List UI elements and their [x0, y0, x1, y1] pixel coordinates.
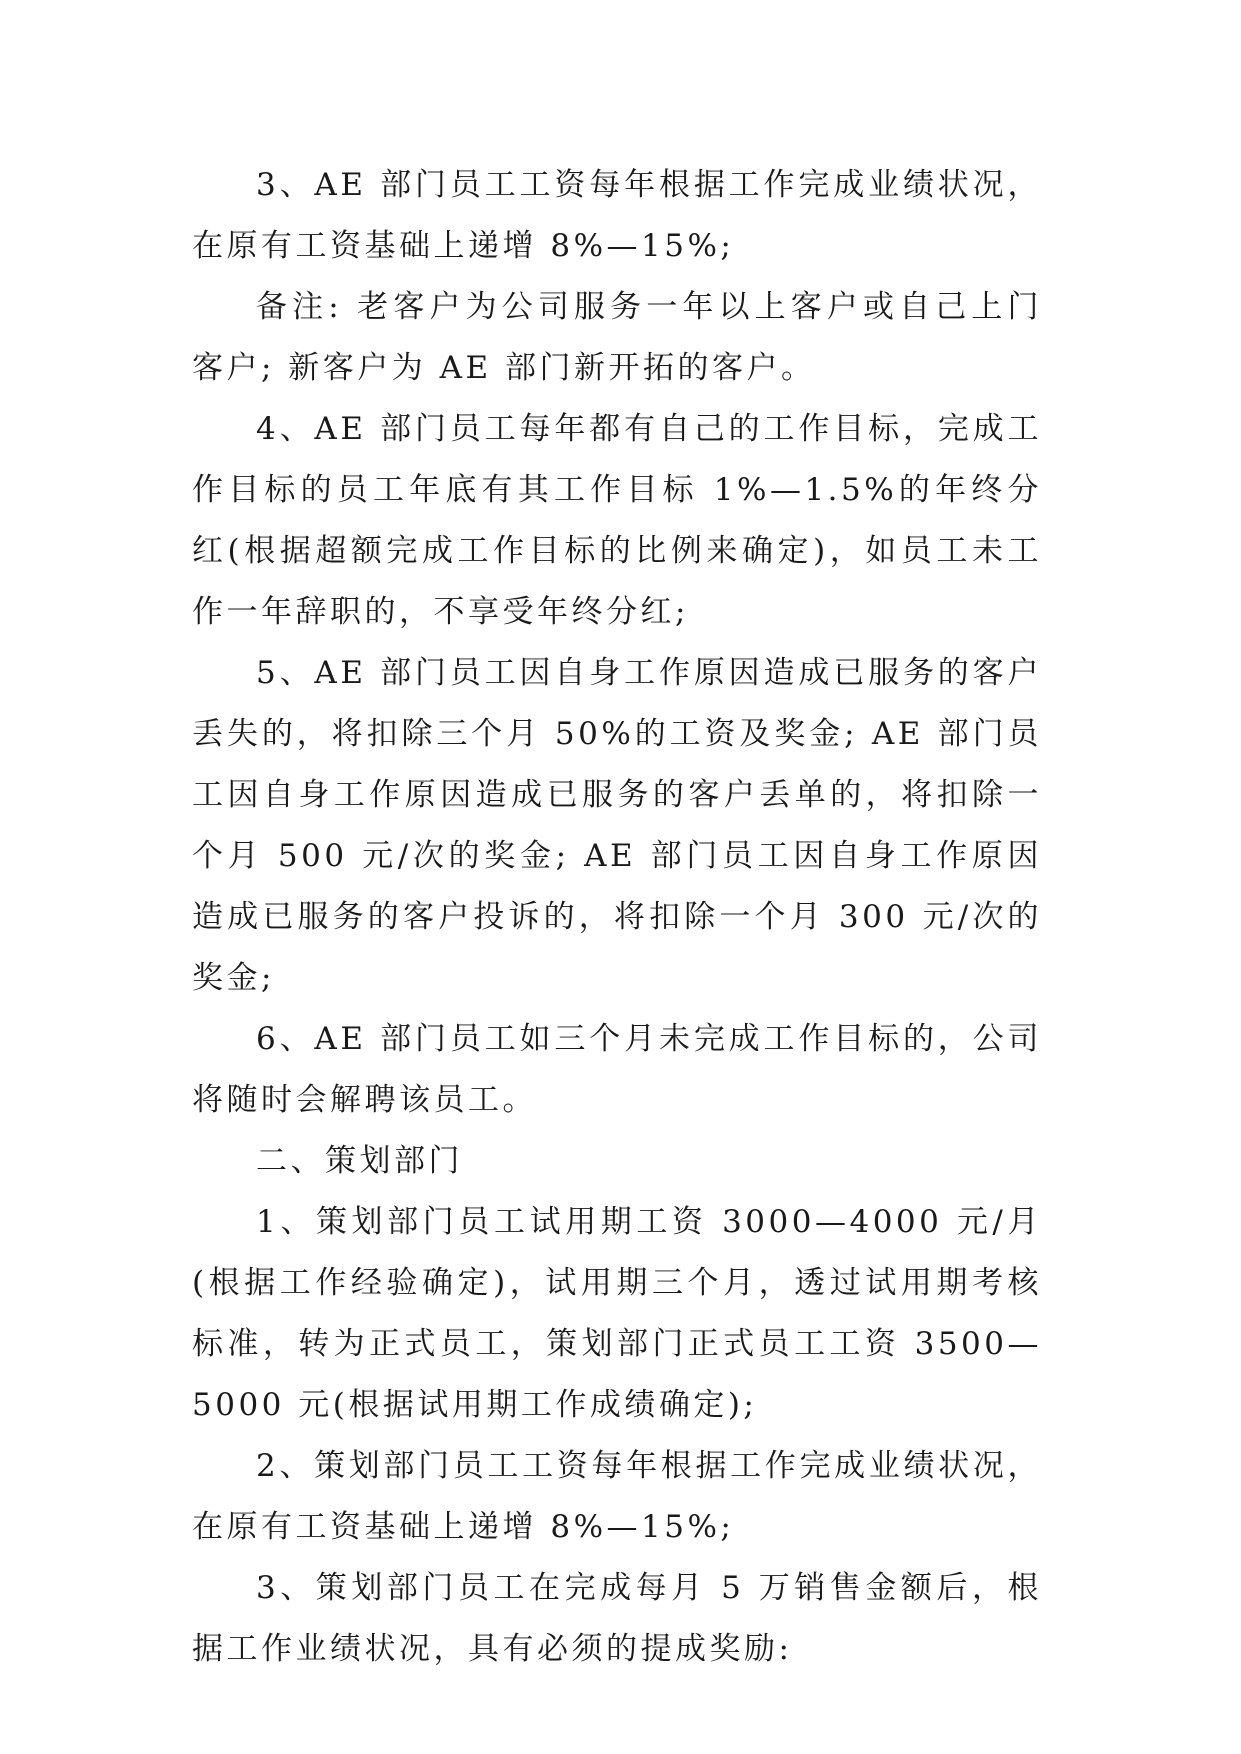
paragraph-planning-salary-increase: 2、策划部门员工工资每年根据工作完成业绩状况，在原有工资基础上递增 8%—15%; [192, 1448, 1042, 1545]
paragraph-ae-dismissal: 6、AE 部门员工如三个月未完成工作目标的，公司将随时会解聘该员工。 [192, 1021, 1042, 1118]
paragraph-note-customers: 备注: 老客户为公司服务一年以上客户或自己上门客户; 新客户为 AE 部门新开拓的客户。 [192, 289, 1042, 386]
paragraph-ae-salary-increase: 3、AE 部门员工工资每年根据工作完成业绩状况，在原有工资基础上递增 8%—15%; [192, 167, 1042, 264]
paragraph-ae-penalties: 5、AE 部门员工因自身工作原因造成已服务的客户丢失的，将扣除三个月 50%的工资及奖金; AE 部门员工因自身工作原因造成已服务的客户丢单的，将扣除一个月 500 元/次的奖金; AE 部门员工因自身工作原因造成已服务的客户投诉的，将扣除一个月 300 元/次的奖金; [192, 655, 1042, 996]
section-heading-planning-dept: 二、策划部门 [256, 1143, 463, 1179]
paragraph-ae-annual-bonus: 4、AE 部门员工每年都有自己的工作目标，完成工作目标的员工年底有其工作目标 1%—1.5%的年终分红(根据超额完成工作目标的比例来确定)，如员工未工作一年辞职的，不享受年终分红; [192, 411, 1042, 630]
paragraph-planning-probation-salary: 1、策划部门员工试用期工资 3000—4000 元/月(根据工作经验确定)，试用期三个月，透过试用期考核标准，转为正式员工，策划部门正式员工工资 3500—5000 元(根据试用期工作成绩确定); [192, 1204, 1042, 1423]
document-body [192, 155, 1042, 1680]
paragraph-planning-commission: 3、策划部门员工在完成每月 5 万销售金额后，根据工作业绩状况，具有必须的提成奖励: [192, 1570, 1042, 1667]
